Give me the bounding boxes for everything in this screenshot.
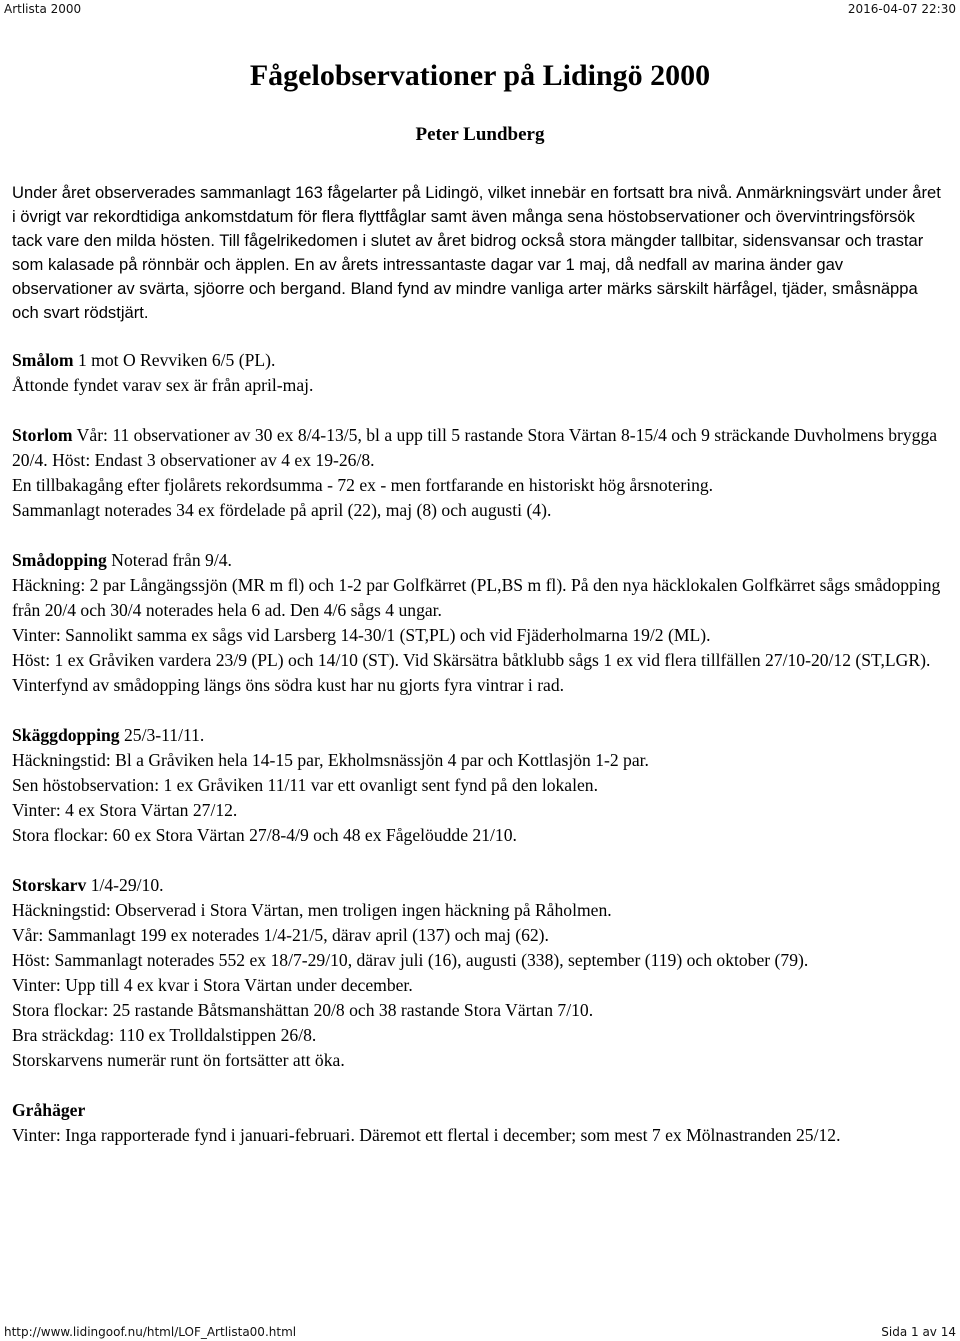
author-name: Peter Lundberg xyxy=(415,124,545,145)
species-note: Häckning: 2 par Långängssjön (MR m fl) och 1-2 par Golfkärret (PL,BS m fl). På den nya häcklokalen Golfkärret sågs smådopping från 20/4 och 30/4 noterades hela 6 ad. Den 4/6 sågs 4 ungar. xyxy=(12,575,941,620)
species-note: Sammanlagt noterades 34 ex fördelade på april (22), maj (8) och augusti (4). xyxy=(12,500,552,520)
species-note: Sen höstobservation: 1 ex Gråviken 11/11 var ett ovanligt sent fynd på den lokalen. xyxy=(12,775,598,795)
species-note: Vinter: Upp till 4 ex kvar i Stora Värtan under december. xyxy=(12,975,413,995)
species-summary: Noterad från 9/4. xyxy=(106,550,232,570)
species-entry xyxy=(12,873,948,1073)
species-summary: 1 mot O Revviken 6/5 (PL). xyxy=(73,350,276,370)
species-list xyxy=(12,348,948,1148)
print-header xyxy=(0,0,960,18)
species-note: Vår: Sammanlagt 199 ex noterades 1/4-21/5, därav april (137) och maj (62). xyxy=(12,925,549,945)
species-entry xyxy=(12,1098,948,1148)
species-note: Bra sträckdag: 110 ex Trolldalstippen 26/8. xyxy=(12,1025,317,1045)
species-note: Höst: Sammanlagt noterades 552 ex 18/7-29/10, därav juli (16), augusti (338), september (119) och oktober (79). xyxy=(12,950,809,970)
species-note: Häckningstid: Bl a Gråviken hela 14-15 par, Ekholmsnässjön 4 par och Kottlasjön 1-2 par. xyxy=(12,750,649,770)
species-name: Skäggdopping xyxy=(12,725,120,745)
species-name: Gråhäger xyxy=(12,1100,86,1120)
species-first-line xyxy=(12,1098,948,1123)
page-title: Fågelobservationer på Lidingö 2000 xyxy=(249,59,711,92)
species-note: Storskarvens numerär runt ön fortsätter att öka. xyxy=(12,1050,345,1070)
species-note: Stora flockar: 25 rastande Båtsmanshättan 20/8 och 38 rastande Stora Värtan 7/10. xyxy=(12,1000,594,1020)
page-number: Sida 1 av 14 xyxy=(881,1325,956,1339)
species-summary: 25/3-11/11. xyxy=(119,725,205,745)
species-note: Vinter: Sannolikt samma ex sågs vid Larsberg 14-30/1 (ST,PL) och vid Fjäderholmarna 19/2 (ML). xyxy=(12,625,711,645)
species-summary: Vår: 11 observationer av 30 ex 8/4-13/5, bl a upp till 5 rastande Stora Värtan 8-15/4 och 9 sträckande Duvholmens brygga 20/4. Höst: Endast 3 observationer av 4 ex 19-26/8. xyxy=(12,425,938,470)
species-note: Häckningstid: Observerad i Stora Värtan, men troligen ingen häckning på Råholmen. xyxy=(12,900,612,920)
species-note: Vinter: Inga rapporterade fynd i januari-februari. Däremot ett flertal i december; som mest 7 ex Mölnastranden 25/12. xyxy=(12,1125,841,1145)
species-entry xyxy=(12,348,948,398)
species-name: Storlom xyxy=(12,425,73,445)
page-url: http://www.lidingoof.nu/html/LOF_Artlista00.html xyxy=(4,1325,297,1339)
species-first-line xyxy=(12,423,948,473)
species-entry xyxy=(12,548,948,698)
species-note: Höst: 1 ex Gråviken vardera 23/9 (PL) och 14/10 (ST). Vid Skärsätra båtklubb sågs 1 ex vid flera tillfällen 27/10-20/12 (ST,LGR). xyxy=(12,650,931,670)
species-note: Vinter: 4 ex Stora Värtan 27/12. xyxy=(12,800,238,820)
species-summary: 1/4-29/10. xyxy=(86,875,164,895)
intro-paragraph: Under året observerades sammanlagt 163 fågelarter på Lidingö, vilket innebär en fortsatt bra nivå. Anmärkningsvärt under året i övrigt var rekordtidiga ankomstdatum för flera flyttfåglar samt även många sena höstobservationer och övervintringsförsök tack vare den milda hösten. Till fågelrikedomen i slutet av året bidrog också stora mängder tallbitar, sidensvansar och trastar som kalasade på rönnbär och äpplen. En av årets intressantaste dagar var 1 maj, då nedfall av marina änder gav observationer av svärta, sjöorre och bergand. Bland fynd av mindre vanliga arter märks särskilt härfågel, tjäder, småsnäppa och svart rödstjärt. xyxy=(12,183,941,322)
document-content xyxy=(12,52,948,1148)
species-name: Smålom xyxy=(12,350,74,370)
species-entry xyxy=(12,723,948,848)
species-entry xyxy=(12,423,948,523)
print-header-timestamp: 2016-04-07 22:30 xyxy=(847,2,956,16)
species-first-line xyxy=(12,548,948,573)
species-note: Åttonde fyndet varav sex är från april-maj. xyxy=(12,375,314,395)
print-footer xyxy=(0,1323,960,1341)
print-header-title: Artlista 2000 xyxy=(4,2,82,16)
species-first-line xyxy=(12,723,948,748)
species-first-line xyxy=(12,348,948,373)
species-note: En tillbakagång efter fjolårets rekordsumma - 72 ex - men fortfarande en historiskt hög årsnotering. xyxy=(12,475,714,495)
species-first-line xyxy=(12,873,948,898)
species-name: Storskarv xyxy=(12,875,87,895)
species-note: Stora flockar: 60 ex Stora Värtan 27/8-4/9 och 48 ex Fågelöudde 21/10. xyxy=(12,825,517,845)
species-note: Vinterfynd av smådopping längs öns södra kust har nu gjorts fyra vintrar i rad. xyxy=(12,675,565,695)
species-name: Smådopping xyxy=(12,550,107,570)
